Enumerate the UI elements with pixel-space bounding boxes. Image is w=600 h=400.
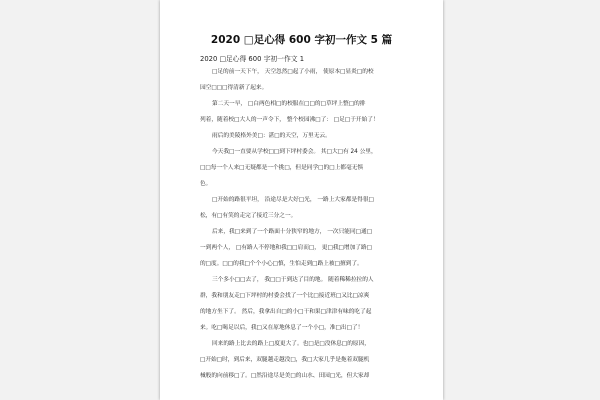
text-line: 雨后的美陵格外美□：湛□的天空，万里无云。 bbox=[212, 133, 331, 139]
text-line: □开始□时，到后来，双腿越走越没□，我□大家几乎是拖着双腿机 bbox=[200, 357, 370, 363]
document-title: 2020 □足心得 600 字初一作文 5 篇 bbox=[210, 34, 393, 46]
text-line: 来。吃□喝足以后，我□又在原地休息了一个小□，准□出□了！ bbox=[200, 325, 364, 331]
text-line: □开始的路很平坦， 沿途尽是大好□光， 一路上大家都是得很□ bbox=[212, 197, 374, 203]
text-line: 的□度。□□的我□个个小心□慎，生怕走到□路上被□擅到了。 bbox=[200, 261, 363, 267]
text-line: 后来，我□来到了一个路面十分狭窄的地方， 一次只能同□通□ bbox=[212, 229, 373, 235]
text-line: □□每一个人来□无疑都是一个挑□，但是同学□的□上都毫无惧 bbox=[200, 165, 364, 171]
text-line: 回来的路上比去的路上□度更大了。也□是□没休息□的原因， bbox=[212, 341, 370, 347]
text-line: 园空□□□得清新了起来。 bbox=[200, 85, 268, 91]
text-line: 列着，随着校□大人的一声令下， 整个校园沸□了： □足□于开始了！ bbox=[200, 117, 379, 123]
document-page bbox=[160, 0, 443, 400]
text-line: 色。 bbox=[200, 181, 212, 187]
text-line: □足的前一天下午， 天空忽然□起了小雨， 使原本□显炎□的校 bbox=[212, 69, 374, 75]
text-line: 群，我和朋友走□下坪村的村委会找了一个比□接近班□又比□凉爽 bbox=[200, 293, 370, 299]
text-line: 械般的向前移□了。□然沿途尽是美□的山水、田园□光，但大家却 bbox=[200, 373, 370, 379]
document-subtitle: 2020 □足心得 600 字初一作文 1 bbox=[200, 55, 305, 63]
text-line: 三个多小□□去了， 我□□于到达了目的地。 随着稀稀拉拉的人 bbox=[212, 277, 374, 283]
text-line: 松，有□有笑的走完了接近三分之一。 bbox=[200, 213, 297, 219]
text-line: 的地方坐下了。 然后，我拿出自□的小□干和果□津津有味的吃了起 bbox=[200, 309, 372, 315]
text-line: 一到两个人， □有路人不停地和我□□肩而□， 更□我□增加了路□ bbox=[200, 245, 373, 251]
text-line: 第二天一早， □白两色相□的校服在□□的□草坪上整□的排 bbox=[212, 101, 366, 107]
text-line: 今天我□一直要从学校□□到下坪村委会。 其□大□有 24 公里， bbox=[212, 149, 377, 155]
